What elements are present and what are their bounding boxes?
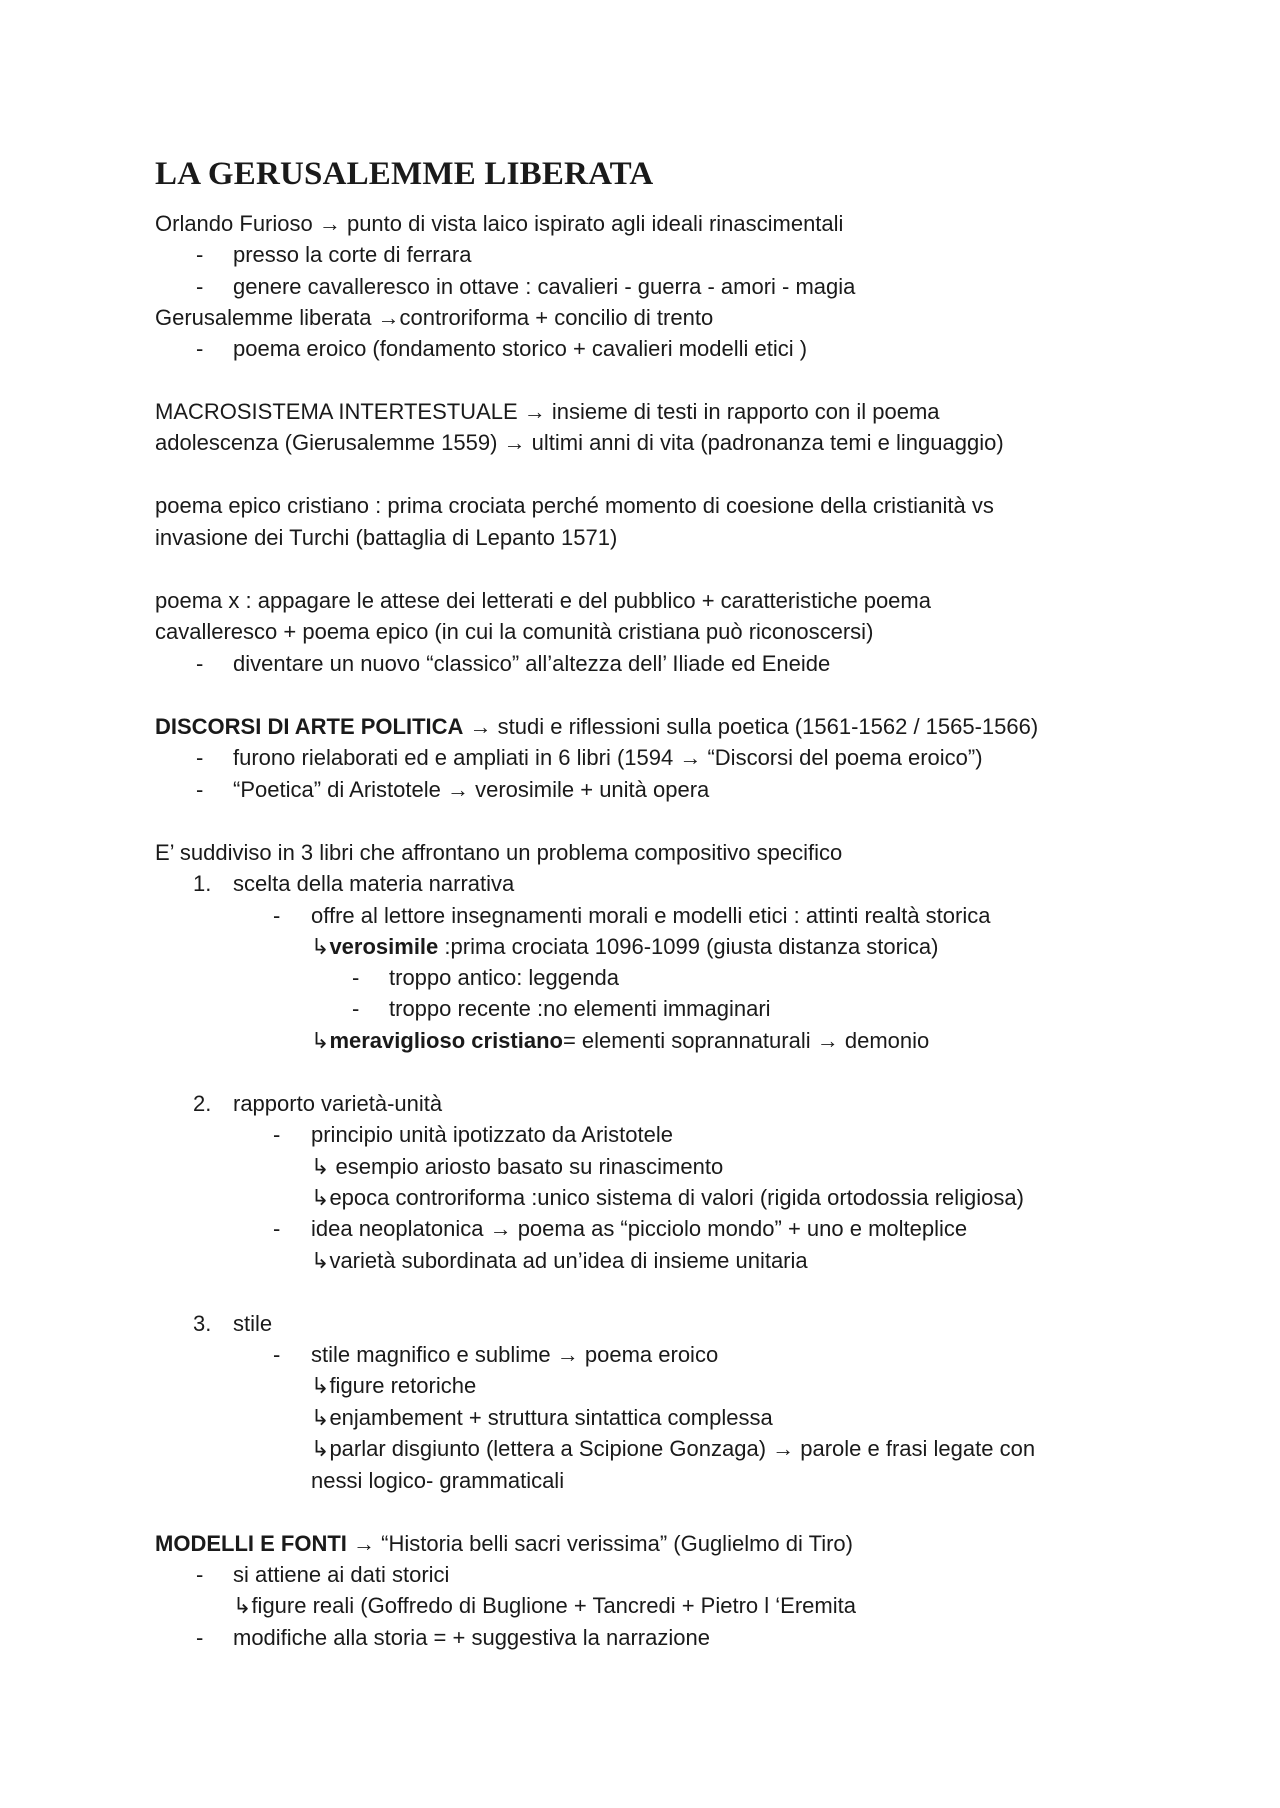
arrow-line-text: = elementi soprannaturali → demonio — [562, 1028, 930, 1053]
bold-term: meraviglioso cristiano — [329, 1028, 563, 1053]
bullet-text: troppo recente :no elementi immaginari — [389, 996, 771, 1021]
text-line — [155, 1528, 853, 1559]
arrow-line — [311, 1370, 476, 1401]
bullet-dash: - — [196, 1562, 204, 1587]
arrow-line-text: esempio ariosto basato su rinascimento — [329, 1154, 724, 1179]
bullet-text: modifiche alla storia = + suggestiva la narrazione — [233, 1625, 710, 1650]
arrow-line — [311, 1182, 1024, 1213]
text-line: MACROSISTEMA INTERTESTUALE → insieme di testi in rapporto con il poema — [155, 399, 940, 424]
page-title: LA GERUSALEMME LIBERATA — [155, 156, 654, 192]
sub-arrow-icon: ↳ — [311, 1436, 330, 1461]
sub-arrow-icon: ↳ — [311, 1185, 330, 1210]
list-number: 1. — [193, 871, 212, 896]
list-number: 2. — [193, 1091, 212, 1116]
arrow-line-text: :prima crociata 1096-1099 (giusta distanza storica) — [438, 934, 939, 959]
bullet-text: “Poetica” di Aristotele → verosimile + unità opera — [233, 777, 710, 802]
bullet-dash: - — [196, 651, 204, 676]
text-line: cavalleresco + poema epico (in cui la comunità cristiana può riconoscersi) — [155, 619, 874, 644]
text-line: nessi logico- grammaticali — [311, 1468, 565, 1493]
bullet-dash: - — [196, 745, 204, 770]
section-heading: MODELLI E FONTI — [155, 1531, 347, 1556]
arrow-line — [233, 1590, 856, 1621]
arrow-line — [311, 1151, 723, 1182]
arrow-line — [311, 1245, 808, 1276]
section-heading: DISCORSI DI ARTE POLITICA — [155, 714, 464, 739]
bullet-text: genere cavalleresco in ottave : cavalieri - guerra - amori - magia — [233, 274, 856, 299]
bullet-text: offre al lettore insegnamenti morali e modelli etici : attinti realtà storica — [311, 903, 991, 928]
list-number: 3. — [193, 1311, 212, 1336]
arrow-line-text: figure retoriche — [329, 1373, 477, 1398]
text-line — [155, 711, 1038, 742]
bold-term: verosimile — [329, 934, 439, 959]
bullet-dash: - — [196, 242, 204, 267]
bullet-dash: - — [352, 996, 360, 1021]
sub-arrow-icon: ↳ — [311, 1154, 330, 1179]
text-line: invasione dei Turchi (battaglia di Lepanto 1571) — [155, 525, 618, 550]
arrow-line — [311, 1433, 1035, 1464]
arrow-line-text: parlar disgiunto (lettera a Scipione Gonzaga) → parole e frasi legate con — [329, 1436, 1036, 1461]
bullet-dash: - — [196, 1625, 204, 1650]
heading-rest: → “Historia belli sacri verissima” (Guglielmo di Tiro) — [346, 1531, 853, 1556]
arrow-line-text: varietà subordinata ad un’idea di insieme unitaria — [329, 1248, 808, 1273]
bullet-text: presso la corte di ferrara — [233, 242, 472, 267]
bullet-dash: - — [196, 336, 204, 361]
bullet-dash: - — [352, 965, 360, 990]
sub-arrow-icon: ↳ — [311, 1373, 330, 1398]
arrow-line — [311, 1402, 773, 1433]
sub-arrow-icon: ↳ — [311, 1405, 330, 1430]
bullet-text: diventare un nuovo “classico” all’altezza dell’ Iliade ed Eneide — [233, 651, 831, 676]
arrow-line-text: figure reali (Goffredo di Buglione + Tancredi + Pietro l ‘Eremita — [251, 1593, 856, 1618]
bullet-dash: - — [273, 903, 281, 928]
list-item-text: scelta della materia narrativa — [233, 871, 515, 896]
bullet-text: poema eroico (fondamento storico + cavalieri modelli etici ) — [233, 336, 808, 361]
text-line: adolescenza (Gierusalemme 1559) → ultimi anni di vita (padronanza temi e linguaggio) — [155, 430, 1004, 455]
arrow-line-text: enjambement + struttura sintattica complessa — [329, 1405, 773, 1430]
arrow-line-text: epoca controriforma :unico sistema di valori (rigida ortodossia religiosa) — [329, 1185, 1024, 1210]
bullet-dash: - — [196, 777, 204, 802]
sub-arrow-icon: ↳ — [233, 1593, 252, 1618]
text-line: Orlando Furioso → punto di vista laico ispirato agli ideali rinascimentali — [155, 211, 844, 236]
text-line: poema epico cristiano : prima crociata perché momento di coesione della cristianità vs — [155, 493, 994, 518]
bullet-dash: - — [196, 274, 204, 299]
arrow-line — [311, 931, 938, 962]
text-line: Gerusalemme liberata →controriforma + concilio di trento — [155, 305, 714, 330]
list-item-text: stile — [233, 1311, 273, 1336]
bullet-text: troppo antico: leggenda — [389, 965, 619, 990]
bullet-text: idea neoplatonica → poema as “picciolo mondo” + uno e molteplice — [311, 1216, 968, 1241]
bullet-dash: - — [273, 1342, 281, 1367]
list-item-text: rapporto varietà-unità — [233, 1091, 443, 1116]
bullet-text: si attiene ai dati storici — [233, 1562, 450, 1587]
bullet-text: furono rielaborati ed e ampliati in 6 libri (1594 → “Discorsi del poema eroico”) — [233, 745, 983, 770]
sub-arrow-icon: ↳ — [311, 934, 330, 959]
text-line: poema x : appagare le attese dei letterati e del pubblico + caratteristiche poema — [155, 588, 931, 613]
sub-arrow-icon: ↳ — [311, 1028, 330, 1053]
text-line: E’ suddiviso in 3 libri che affrontano un problema compositivo specifico — [155, 840, 843, 865]
heading-rest: → studi e riflessioni sulla poetica (1561-1562 / 1565-1566) — [463, 714, 1039, 739]
bullet-dash: - — [273, 1122, 281, 1147]
arrow-line — [311, 1025, 929, 1056]
sub-arrow-icon: ↳ — [311, 1248, 330, 1273]
bullet-dash: - — [273, 1216, 281, 1241]
bullet-text: principio unità ipotizzato da Aristotele — [311, 1122, 673, 1147]
bullet-text: stile magnifico e sublime → poema eroico — [311, 1342, 719, 1367]
